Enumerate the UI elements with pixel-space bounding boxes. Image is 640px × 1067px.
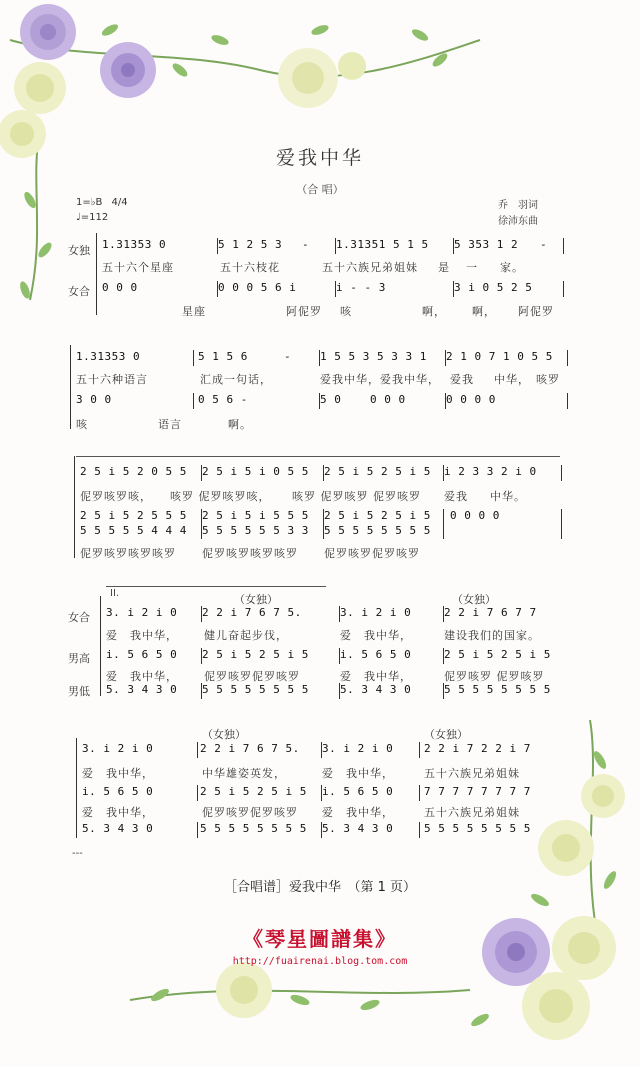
lyric: 啊。: [228, 418, 252, 431]
measure: 2 5 i 5 2 5 i 5: [324, 509, 431, 522]
lilac-flower-top-left: [20, 4, 76, 60]
measure: 0 0 0: [102, 281, 138, 294]
measure: 2 1 0 7 1 0 5 5: [446, 350, 553, 363]
lyric: 爱 我中华，: [82, 767, 154, 780]
page-caption: ［合唱谱］爱我中华 （第 1 页）: [223, 880, 417, 895]
measure: 2 5 i 5 2 5 i 5: [324, 465, 431, 478]
lyric: 是: [438, 261, 450, 274]
measure: 2 5 i 5 i 5 5 5: [202, 509, 309, 522]
measure: 5 5 5 5 5 5 5 5: [424, 822, 531, 835]
lyric: 咳: [76, 418, 88, 431]
measure: -: [540, 238, 548, 251]
notation-row: [104, 683, 564, 699]
measure: 1.31353 0: [102, 238, 167, 251]
measure: i. 5 6 5 0: [322, 785, 394, 798]
measure: 3. i 2 i 0: [82, 742, 154, 755]
notation-row: [78, 465, 564, 481]
measure: 5 5 5 5 5 5 3 3: [202, 524, 309, 537]
notation-row: [104, 606, 564, 622]
lyric: 汇成一句话，: [200, 373, 272, 386]
solo-marker: （女独）: [424, 728, 468, 741]
lyric: 伲罗咳罗咳，: [80, 490, 152, 503]
system-brace: [100, 596, 101, 696]
composer-credit: 徐沛东曲: [498, 216, 538, 227]
tempo-marking: ♩=112: [76, 212, 109, 223]
measure: 5. 3 4 3 0: [340, 683, 412, 696]
measure: 1 5 5 3 5 3 3 1: [320, 350, 427, 363]
measure: 5. 3 4 3 0: [322, 822, 394, 835]
notation-row: [80, 785, 560, 801]
lyric: 咳罗: [536, 373, 560, 386]
system-brace: [70, 345, 71, 429]
system-brace: [76, 738, 77, 838]
lyric: 一: [466, 261, 478, 274]
lyric: 爱我: [444, 490, 468, 503]
measure: 2 2 i 7 6 7 5.: [200, 742, 300, 755]
lyric: 语言: [158, 418, 182, 431]
measure: 5 5 5 5 5 5 5 5: [444, 683, 551, 696]
measure: 2 2 i 7 2 2 i 7: [424, 742, 531, 755]
lyric: 伲罗咳罗伲罗咳罗: [324, 547, 420, 560]
part-label-bass: 男低: [68, 685, 90, 698]
measure: 2 5 i 5 2 5 5 5: [80, 509, 187, 522]
notation-row: [78, 524, 564, 540]
lyric: 爱 我中华，: [106, 629, 178, 642]
measure: i. 5 6 5 0: [106, 648, 178, 661]
measure: 2 5 i 5 2 5 i 5: [200, 785, 307, 798]
website-link[interactable]: http://fuairenai.blog.tom.com: [232, 956, 408, 967]
lyric: 阿伲罗: [518, 305, 554, 318]
lyric: 五十六个星座: [102, 261, 174, 274]
lyric-row: [80, 765, 560, 779]
measure: 7 7 7 7 7 7 7 7: [424, 785, 531, 798]
system-brace: [74, 456, 75, 558]
measure: 2 5 i 5 2 5 i 5: [202, 648, 309, 661]
measure: 0 0 0 0: [446, 393, 496, 406]
measure: -: [284, 350, 292, 363]
notation-row: [80, 742, 560, 758]
lyric: 五十六族兄弟姐妹: [424, 806, 520, 819]
notation-row: [100, 238, 560, 254]
measure: 5 5 5 5 5 5 5 5: [202, 683, 309, 696]
measure: 0 0 0 5 6 i: [218, 281, 297, 294]
lyric-row: [100, 303, 560, 317]
lyric: 咳: [340, 305, 352, 318]
measure: 5 5 5 5 5 4 4 4: [80, 524, 187, 537]
solo-marker: （女独）: [202, 728, 246, 741]
measure: 3 i 0 5 2 5: [454, 281, 533, 294]
lyric-row: [74, 416, 564, 430]
measure: 5 0: [320, 393, 342, 406]
solo-marker: （女独）: [234, 593, 278, 606]
lyric: 伲罗咳罗 伲罗咳罗: [444, 670, 545, 683]
volta-line: [106, 586, 326, 587]
measure: 0 5 6 -: [198, 393, 248, 406]
lyric: 五十六族兄弟姐妹: [424, 767, 520, 780]
notation-row: [74, 350, 564, 366]
lyric: 爱 我中华，: [340, 670, 412, 683]
measure: 2 5 i 5 2 0 5 5: [80, 465, 187, 478]
part-label-tenor: 男高: [68, 652, 90, 665]
measure: 5 353 1 2: [454, 238, 519, 251]
lyric: 中华，: [494, 373, 530, 386]
part-label-female-solo: 女独: [68, 244, 90, 257]
brand-title: 《琴星圖譜集》: [243, 927, 397, 951]
lyric: 五十六种语言: [76, 373, 148, 386]
lyric-row: [100, 259, 560, 273]
solo-marker: （女独）: [452, 593, 496, 606]
lyric: 伲罗咳罗伲罗咳罗: [204, 670, 300, 683]
lyric: 咳罗 伲罗咳罗咳，: [170, 490, 271, 503]
lyric: 健儿奋起步伐，: [204, 629, 288, 642]
lyric: 爱 我中华，: [322, 767, 394, 780]
measure: 5. 3 4 3 0: [82, 822, 154, 835]
measure: 0 0 0 0: [450, 509, 500, 522]
notation-row: [104, 648, 564, 664]
measure: i. 5 6 5 0: [340, 648, 412, 661]
lyric: 伲罗咳罗咳罗咳罗: [80, 547, 176, 560]
lyric: 五十六族兄弟姐妹: [322, 261, 418, 274]
key-text: 1=♭B: [76, 197, 103, 208]
lyric-row: [78, 545, 564, 559]
measure: 5 1 2 5 3: [218, 238, 283, 251]
lyric: 中华雄姿英发，: [202, 767, 286, 780]
measure: 2 2 i 7 6 7 7: [444, 606, 537, 619]
notation-row: [80, 822, 560, 838]
lyric-row: [74, 371, 564, 385]
lyric: 爱 我中华，: [106, 670, 178, 683]
time-signature: 4/4: [111, 197, 128, 208]
staff-top-line: [76, 456, 560, 457]
lyric-row: [80, 804, 560, 818]
lyric: 中华。: [490, 490, 526, 503]
lyric: 咳罗 伲罗咳罗 伲罗咳罗: [292, 490, 421, 503]
measure: 5. 3 4 3 0: [106, 683, 178, 696]
lyric: 家。: [500, 261, 524, 274]
measure: 2 5 i 5 i 0 5 5: [202, 465, 309, 478]
measure: 2 5 i 5 2 5 i 5: [444, 648, 551, 661]
measure: 3. i 2 i 0: [322, 742, 394, 755]
song-title: 爱我中华: [275, 147, 364, 169]
measure: 0 0 0: [370, 393, 406, 406]
lyric-row: [78, 488, 564, 502]
continuation-mark: ---: [72, 848, 83, 859]
lyric: 啊，: [422, 305, 446, 318]
song-subtitle: （合 唱）: [296, 183, 344, 196]
measure: 3. i 2 i 0: [106, 606, 178, 619]
lyric: 伲罗咳罗伲罗咳罗: [202, 806, 298, 819]
lyricist-credit: 乔 羽词: [498, 200, 538, 211]
system-brace: [96, 233, 97, 315]
part-label-choir: 女合: [68, 611, 90, 624]
lyric: 星座: [182, 305, 206, 318]
lyric: 伲罗咳罗咳罗咳罗: [202, 547, 298, 560]
lyric: 爱 我中华，: [82, 806, 154, 819]
key-signature: [76, 197, 128, 208]
measure: i - - 3: [336, 281, 386, 294]
lyric: 爱 我中华，: [322, 806, 394, 819]
measure: 2 2 i 7 6 7 5.: [202, 606, 302, 619]
measure: i. 5 6 5 0: [82, 785, 154, 798]
measure: 3 0 0: [76, 393, 112, 406]
notation-row: [100, 281, 560, 297]
lyric: 阿伲罗: [286, 305, 322, 318]
lyric: 建设我们的国家。: [444, 629, 540, 642]
notation-row: [78, 509, 564, 525]
lyric: 啊，: [472, 305, 496, 318]
lyric-row: [104, 668, 564, 682]
lyric: 爱我中华，爱我中华，: [320, 373, 440, 386]
section-marker: II.: [110, 588, 120, 599]
lyric-row: [104, 627, 564, 641]
measure: -: [302, 238, 310, 251]
measure: 5 5 5 5 5 5 5 5: [324, 524, 431, 537]
notation-row: [74, 393, 564, 409]
measure: i 2 3 3 2 i 0: [444, 465, 537, 478]
lyric: 爱 我中华，: [340, 629, 412, 642]
part-label-choir: 女合: [68, 285, 90, 298]
measure: 1.31353 0: [76, 350, 141, 363]
measure: 3. i 2 i 0: [340, 606, 412, 619]
measure: 5 1 5 6: [198, 350, 248, 363]
measure: 1.31351 5 1 5: [336, 238, 429, 251]
measure: 5 5 5 5 5 5 5 5: [200, 822, 307, 835]
lyric: 爱我: [450, 373, 474, 386]
lyric: 五十六枝花: [220, 261, 280, 274]
